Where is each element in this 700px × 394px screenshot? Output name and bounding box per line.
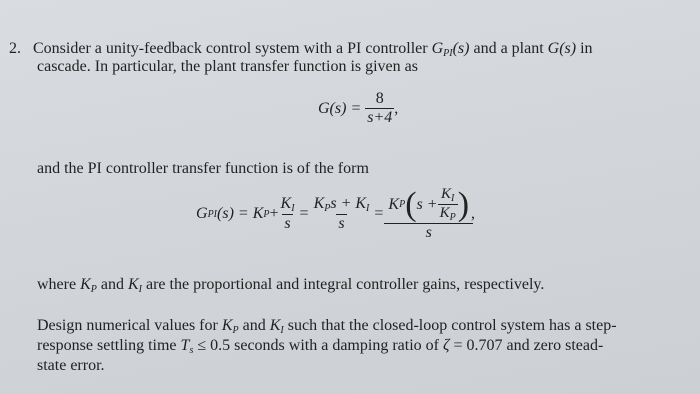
where-ki-sub: I (138, 284, 142, 295)
where-kp: K (80, 276, 91, 293)
gpi-symbol: G (431, 40, 444, 57)
problem-text-mid: and a plant (473, 40, 544, 57)
pi-f3-kp: K (388, 195, 400, 213)
pi-kp-sub: P (263, 208, 270, 220)
plant-eq-lhs: G(s) = (318, 99, 362, 117)
design-line-2 (37, 337, 603, 356)
where-kp-sub: P (90, 284, 97, 295)
pi-f2-num-a: K (313, 195, 325, 212)
design-text-1c: such that the closed-loop control system has a step- (287, 317, 617, 334)
pi-f1-num: K (280, 195, 292, 212)
pi-frac-3 (386, 186, 471, 242)
pi-f3-inner: s + (416, 195, 438, 213)
plant-equation (318, 90, 398, 127)
pi-frac-1 (279, 195, 297, 233)
design-text-1a: Design numerical values for (37, 317, 218, 334)
pi-lhs-sub: PI (207, 208, 218, 220)
pi-intro-text: and the PI controller transfer function is of the form (37, 160, 369, 177)
pi-eq-tail: , (471, 205, 476, 222)
design-kp: K (221, 317, 233, 334)
design-ts: T (180, 337, 190, 354)
design-line-1 (37, 317, 617, 336)
design-zeta: ζ (442, 337, 450, 354)
pi-lhs-arg: (s) = K (217, 205, 264, 222)
pi-frac-2 (312, 195, 372, 233)
design-text-3: state error. (37, 357, 105, 374)
design-text-1b: and (242, 317, 266, 334)
where-line (37, 276, 544, 295)
pi-f3-inner-frac (438, 186, 458, 223)
plant-numerator: 8 (375, 90, 384, 107)
where-text-c: are the proportional and integral controller gains, respectively. (146, 276, 545, 293)
pi-f1-num-sub: I (291, 203, 295, 214)
gpi-arg: (s) (452, 40, 470, 57)
pi-f2-den: s (338, 215, 345, 232)
right-paren: ) (457, 185, 470, 223)
pi-f2-num-a-sub: P (324, 203, 331, 214)
pi-equation (196, 178, 475, 250)
pi-f3-den: s (384, 223, 473, 242)
where-ki: K (127, 276, 139, 293)
plant-fraction (365, 90, 394, 127)
design-text-2c: = 0.707 and zero stead- (453, 337, 604, 354)
pi-f2-num-b: s + K (330, 195, 367, 212)
design-text-2b: ≤ 0.5 seconds with a damping ratio of (197, 337, 439, 354)
pi-plus: + (269, 205, 279, 222)
plant-denominator: s+4 (367, 109, 393, 126)
pi-f3-in-num: K (440, 186, 451, 202)
problem-line-2 (37, 58, 418, 76)
problem-number: 2. (9, 40, 21, 57)
where-text-a: where (37, 276, 77, 293)
problem-text-1: Consider a unity-feedback control system with a PI controller (33, 40, 428, 57)
pi-f2-num-b-sub: I (366, 203, 370, 214)
design-line-3 (37, 357, 105, 375)
pi-f3-in-den: K (439, 205, 450, 221)
pi-f3-kp-sub: P (399, 199, 406, 210)
design-text-2a: response settling time (37, 337, 177, 354)
pi-eq2: = (374, 205, 384, 222)
pi-eq1: = (299, 205, 309, 222)
pi-f3-in-den-sub: P (449, 212, 456, 223)
plant-symbol: G(s) (547, 40, 577, 57)
problem-line-1 (9, 40, 593, 59)
gpi-subscript: PI (443, 48, 453, 59)
pi-f1-den: s (284, 215, 291, 232)
plant-eq-tail: , (394, 99, 399, 117)
problem-text-2: cascade. In particular, the plant transfer function is given as (37, 58, 418, 75)
design-ts-sub: s (189, 345, 194, 356)
pi-lhs: G (196, 205, 208, 222)
problem-text-end: in (580, 40, 593, 57)
design-ki-sub: I (280, 325, 284, 336)
where-text-b: and (100, 276, 124, 293)
pi-intro (37, 160, 369, 178)
design-ki: K (269, 317, 281, 334)
left-paren: ( (405, 185, 417, 223)
design-kp-sub: P (232, 325, 239, 336)
pi-f3-in-num-sub: I (450, 193, 455, 204)
